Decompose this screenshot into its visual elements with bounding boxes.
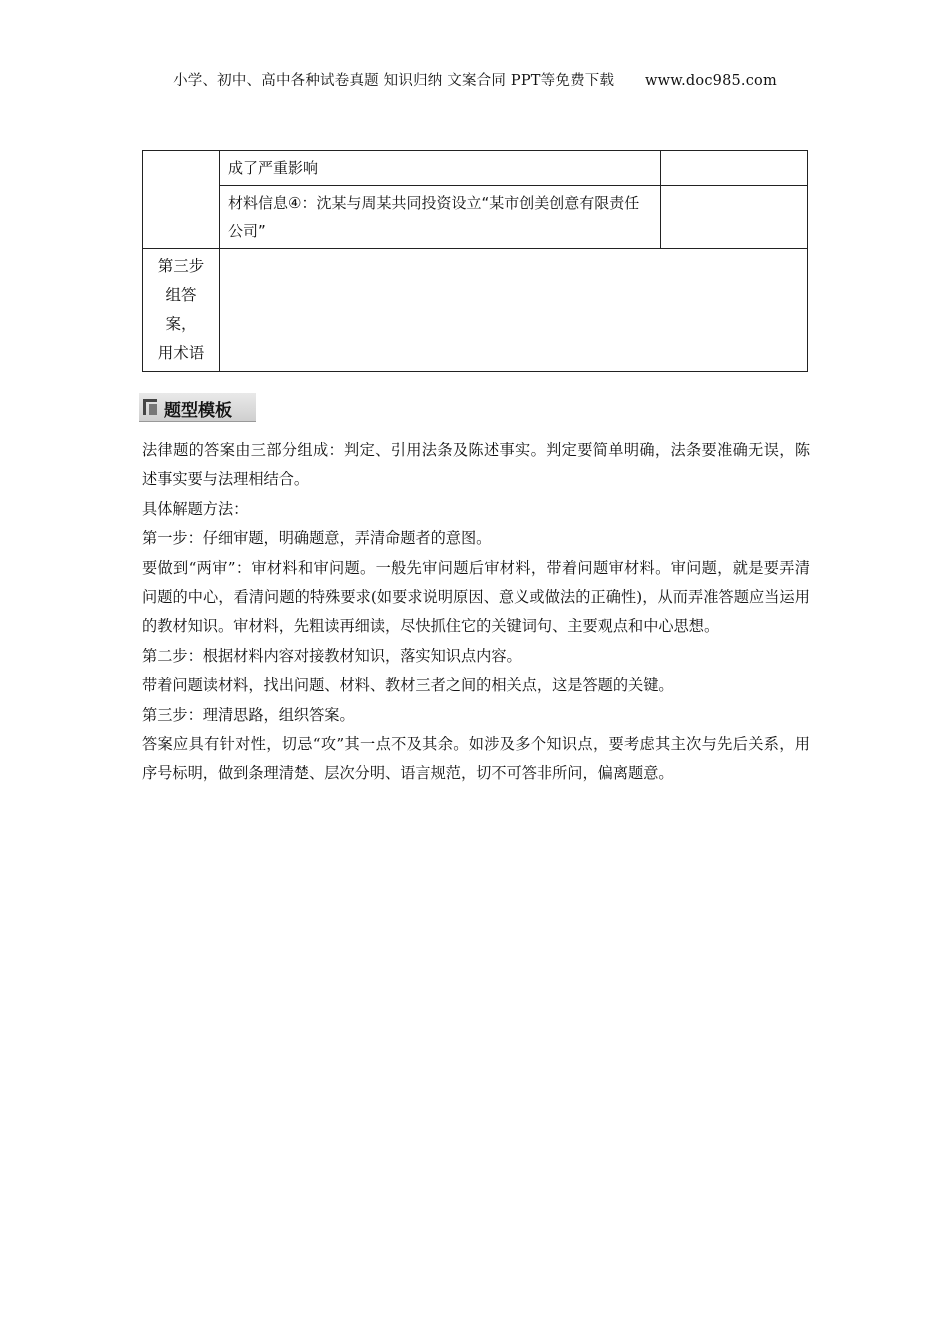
section-marker-icon: [143, 399, 157, 415]
paragraph: 要做到“两审”：审材料和审问题。一般先审问题后审材料，带着问题审材料。审问题，就是要弄清问题的中心，看清问题的特殊要求(如要求说明原因、意义或做法的正确性)，从而弄准答题应当运用的教材知识。审材料，先粗读再细读，尽快抓住它的关键词句、主要观点和中心思想。: [142, 558, 810, 636]
step3-label-line: 案，: [165, 315, 197, 333]
paragraph: 第二步：根据材料内容对接教材知识，落实知识点内容。: [142, 646, 522, 665]
page-header: [0, 69, 950, 90]
table-row: [143, 186, 808, 249]
paragraph: 第三步：理清思路，组织答案。: [142, 705, 355, 724]
solution-steps-table: [142, 150, 808, 372]
step3-label-line: 组答: [165, 286, 197, 304]
material-content-cell: 材料信息④：沈某与周某共同投资设立“某市创美创意有限责任公司”: [220, 186, 661, 249]
material-content-cell: 成了严重影响: [220, 151, 661, 186]
table-row: [143, 249, 808, 372]
paragraph: 具体解题方法：: [142, 499, 249, 518]
header-promo-text: 小学、初中、高中各种试卷真题 知识归纳 文案合同 PPT等免费下载: [173, 73, 615, 89]
template-body: [142, 436, 810, 789]
paragraph: 答案应具有针对性，切忌“攻”其一点不及其余。如涉及多个知识点，要考虑其主次与先后关系，用序号标明，做到条理清楚、层次分明、语言规范，切不可答非所问，偏离题意。: [142, 735, 810, 783]
section-heading-text: 题型模板: [164, 401, 232, 421]
table-row: [143, 151, 808, 186]
paragraph: 带着问题读材料，找出问题、材料、教材三者之间的相关点，这是答题的关键。: [142, 676, 674, 695]
analysis-cell: [661, 151, 808, 186]
step-label-cell-empty: [143, 151, 220, 249]
analysis-cell: [661, 186, 808, 249]
step3-label-line: 第三步: [157, 257, 205, 275]
section-heading: [139, 393, 256, 422]
header-site-url: www.doc985.com: [644, 73, 777, 89]
step3-label-cell: [143, 249, 220, 372]
paragraph: 法律题的答案由三部分组成：判定、引用法条及陈述事实。判定要简单明确，法条要准确无误，陈述事实要与法理相结合。: [142, 441, 810, 489]
paragraph: 第一步：仔细审题，明确题意，弄清命题者的意图。: [142, 529, 492, 548]
step3-label-line: 用术语: [157, 344, 205, 362]
step3-content-cell: [220, 249, 808, 372]
